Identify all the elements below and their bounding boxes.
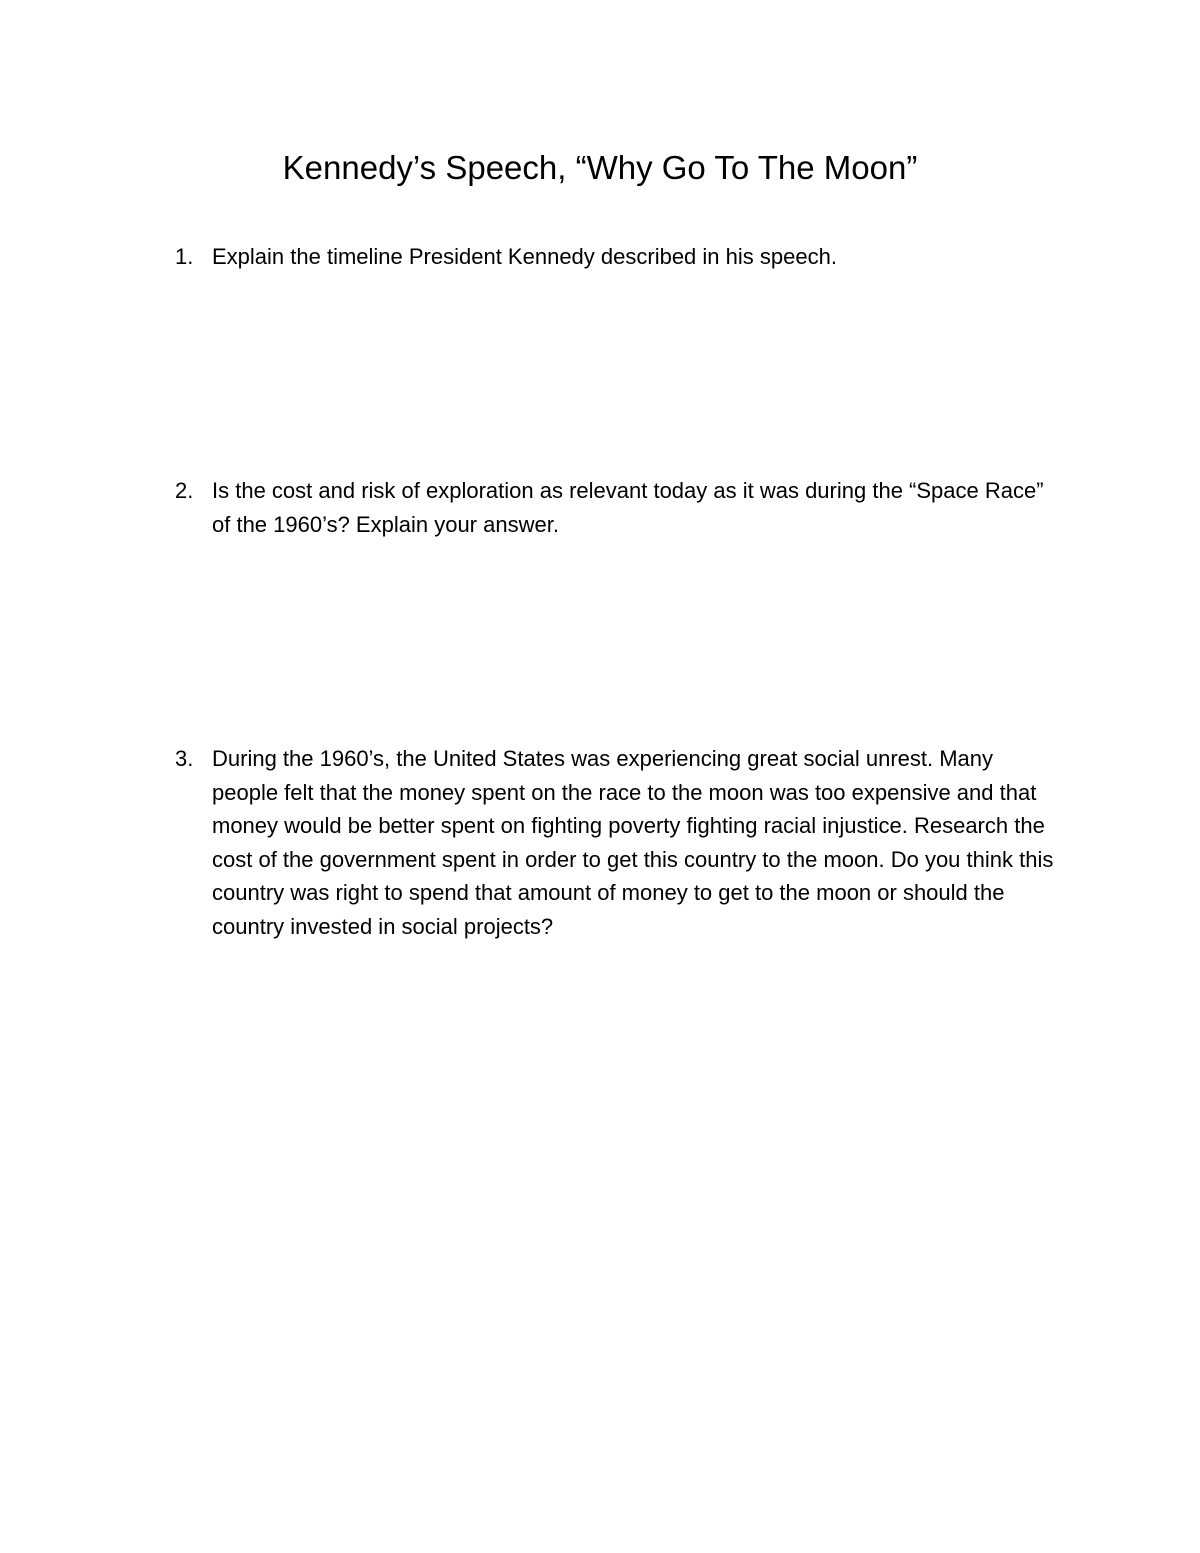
question-3-text: During the 1960’s, the United States was experiencing great social unrest. Many people felt that the money spent on the race to the moon was too expensive and that money would be better spent on fighting poverty fighting racial injustice. Research the cost of the government spent in order to get this country to the moon. Do you think this country was right to spend that amount of money to get to the moon or should the country invested in social projects? <box>212 746 1054 939</box>
question-3-number: 3. <box>175 746 194 771</box>
question-1 <box>175 240 1060 274</box>
question-1-text: Explain the timeline President Kennedy described in his speech. <box>212 244 837 269</box>
question-1-number: 1. <box>175 244 194 269</box>
question-3 <box>175 742 1060 943</box>
question-2 <box>175 474 1060 541</box>
question-2-text: Is the cost and risk of exploration as relevant today as it was during the “Space Race” of the 1960’s? Explain your answer. <box>212 478 1044 537</box>
question-2-number: 2. <box>175 478 194 503</box>
document-title: Kennedy’s Speech, “Why Go To The Moon” <box>282 149 918 186</box>
